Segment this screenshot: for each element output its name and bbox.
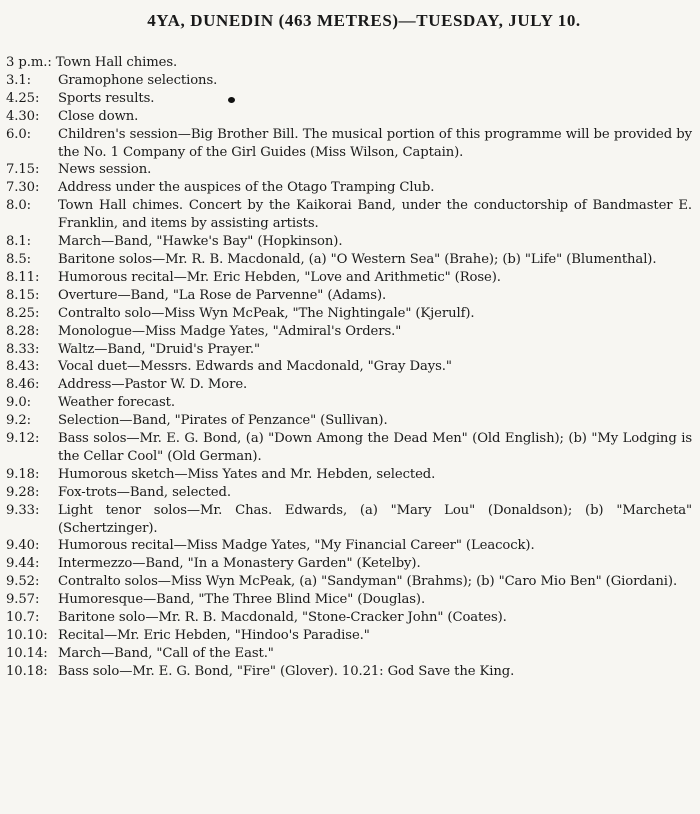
entry-time: 9.18:	[6, 466, 40, 482]
entry-text: Intermezzo—Band, "In a Monastery Garden" (Ketelby).	[58, 556, 421, 572]
entry-text: Light tenor solos—Mr. Chas. Edwards, (a) "Mary Lou" (Donaldson); (b) "Marcheta" (Schertzinger).	[58, 502, 692, 536]
entry-time: 9.0:	[6, 395, 32, 411]
entry-text: Sports results.	[58, 90, 155, 106]
entry-time: 3.1:	[6, 72, 32, 88]
entry-text: News session.	[58, 162, 152, 178]
entry-time: 8.25:	[6, 305, 40, 321]
entry-text: Children's session—Big Brother Bill. The musical portion of this programme will be provided by the No. 1 Company of the Girl Guides (Miss Wilson, Captain).	[58, 126, 692, 160]
station-headline: 4YA, DUNEDIN (463 METRES)—TUESDAY, JULY 10.	[147, 11, 581, 30]
programme-entry	[6, 233, 692, 251]
entry-text: Recital—Mr. Eric Hebden, "Hindoo's Paradise."	[58, 628, 370, 643]
programme-entry	[6, 627, 692, 645]
programme-entry	[6, 323, 692, 341]
entry-text: Humorous sketch—Miss Yates and Mr. Hebden, selected.	[58, 466, 436, 482]
programme-entry	[6, 555, 692, 573]
entry-time: 10.14:	[6, 645, 48, 661]
entry-time: 9.44:	[6, 556, 40, 572]
entry-text: Contralto solos—Miss Wyn McPeak, (a) "Sandyman" (Brahms); (b) "Caro Mio Ben" (Giordani).	[58, 574, 678, 590]
entry-text: Monologue—Miss Madge Yates, "Admiral's Orders."	[58, 323, 402, 339]
entry-text: March—Band, "Call of the East."	[58, 645, 274, 661]
programme-entry	[6, 376, 692, 394]
entry-time: 7.30:	[6, 180, 40, 196]
programme-entry	[6, 466, 692, 484]
programme-entry	[6, 54, 692, 72]
entry-text: Address—Pastor W. D. More.	[58, 377, 248, 393]
entry-time: 4.30:	[6, 108, 40, 124]
entry-text: Bass solo—Mr. E. G. Bond, "Fire" (Glover). 10.21: God Save the King.	[58, 663, 515, 679]
programme-entry	[6, 341, 692, 359]
entry-time: 9.57:	[6, 592, 40, 608]
entry-text: Bass solos—Mr. E. G. Bond, (a) "Down Among the Dead Men" (Old English); (b) "My Lodging is the Cellar Cool" (Old German).	[58, 431, 692, 464]
entry-time: 9.52:	[6, 574, 40, 590]
programme-entry	[6, 591, 692, 609]
programme-entry	[6, 394, 692, 412]
entry-text: Baritone solos—Mr. R. B. Macdonald, (a) "O Western Sea" (Brahe); (b) "Life" (Blumenthal).	[58, 251, 657, 267]
entry-time: 10.10:	[6, 628, 48, 643]
entry-time: 8.1:	[6, 234, 32, 250]
entry-time: 8.28:	[6, 323, 40, 339]
programme-entry	[6, 108, 692, 126]
programme-entry	[6, 412, 692, 430]
entry-time: 8.15:	[6, 287, 40, 303]
programme-entry	[6, 502, 692, 538]
programme-list	[6, 54, 692, 681]
entry-text: Humoresque—Band, "The Three Blind Mice" (Douglas).	[58, 592, 426, 608]
programme-entry	[6, 609, 692, 627]
entry-time: 3 p.m.:	[6, 55, 52, 70]
entry-text: Baritone solo—Mr. R. B. Macdonald, "Stone-Cracker John" (Coates).	[58, 610, 507, 626]
programme-entry	[6, 179, 692, 197]
entry-text: Fox-trots—Band, selected.	[58, 484, 231, 500]
programme-entry	[6, 287, 692, 305]
entry-time: 4.25:	[6, 90, 40, 106]
programme-entry	[6, 251, 692, 269]
entry-text: Town Hall chimes. Concert by the Kaikorai Band, under the conductorship of Bandmaster E. Franklin, and items by assisting artists.	[58, 198, 692, 232]
entry-time: 9.12:	[6, 431, 40, 447]
entry-text: Vocal duet—Messrs. Edwards and Macdonald, "Gray Days."	[58, 359, 452, 375]
entry-line	[6, 54, 692, 72]
entry-time: 7.15:	[6, 162, 40, 178]
programme-entry	[6, 484, 692, 502]
entry-text: Weather forecast.	[58, 395, 175, 411]
programme-entry	[6, 161, 692, 179]
entry-time: 8.11:	[6, 269, 40, 285]
entry-time: 10.18:	[6, 663, 48, 679]
entry-time: 6.0:	[6, 126, 32, 142]
entry-time: 8.0:	[6, 198, 32, 214]
programme-entry	[6, 645, 692, 663]
programme-entry	[6, 430, 692, 466]
entry-time: 9.33:	[6, 502, 40, 518]
programme-entry	[6, 90, 692, 108]
programme-entry	[6, 197, 692, 233]
entry-time: 8.5:	[6, 251, 32, 267]
entry-time: 9.40:	[6, 538, 40, 554]
entry-time: 8.46:	[6, 377, 40, 393]
programme-entry	[6, 126, 692, 162]
entry-text: Humorous recital—Mr. Eric Hebden, "Love and Arithmetic" (Rose).	[58, 269, 501, 285]
entry-text: Overture—Band, "La Rose de Parvenne" (Adams).	[58, 287, 387, 303]
entry-text: March—Band, "Hawke's Bay" (Hopkinson).	[58, 234, 343, 250]
entry-text: Humorous recital—Miss Madge Yates, "My Financial Career" (Leacock).	[58, 538, 535, 554]
programme-entry	[6, 72, 692, 90]
entry-text: Gramophone selections.	[58, 72, 218, 88]
programme-entry	[6, 537, 692, 555]
entry-text: Address under the auspices of the Otago Tramping Club.	[58, 180, 435, 196]
programme-entry	[6, 573, 692, 591]
entry-text: Close down.	[58, 108, 139, 124]
entry-text: Contralto solo—Miss Wyn McPeak, "The Nightingale" (Kjerulf).	[58, 305, 475, 321]
entry-text: Selection—Band, "Pirates of Penzance" (Sullivan).	[58, 413, 388, 429]
entry-time: 10.7:	[6, 610, 40, 626]
entry-time: 9.28:	[6, 484, 40, 500]
programme-entry	[6, 358, 692, 376]
entry-time: 9.2:	[6, 413, 32, 429]
programme-entry	[6, 269, 692, 287]
programme-entry	[6, 305, 692, 323]
entry-text: Town Hall chimes.	[55, 55, 178, 70]
entry-time: 8.43:	[6, 359, 40, 375]
programme-entry	[6, 663, 692, 681]
entry-time: 8.33:	[6, 341, 40, 357]
ink-speck	[228, 97, 235, 103]
entry-text: Waltz—Band, "Druid's Prayer."	[58, 341, 260, 357]
